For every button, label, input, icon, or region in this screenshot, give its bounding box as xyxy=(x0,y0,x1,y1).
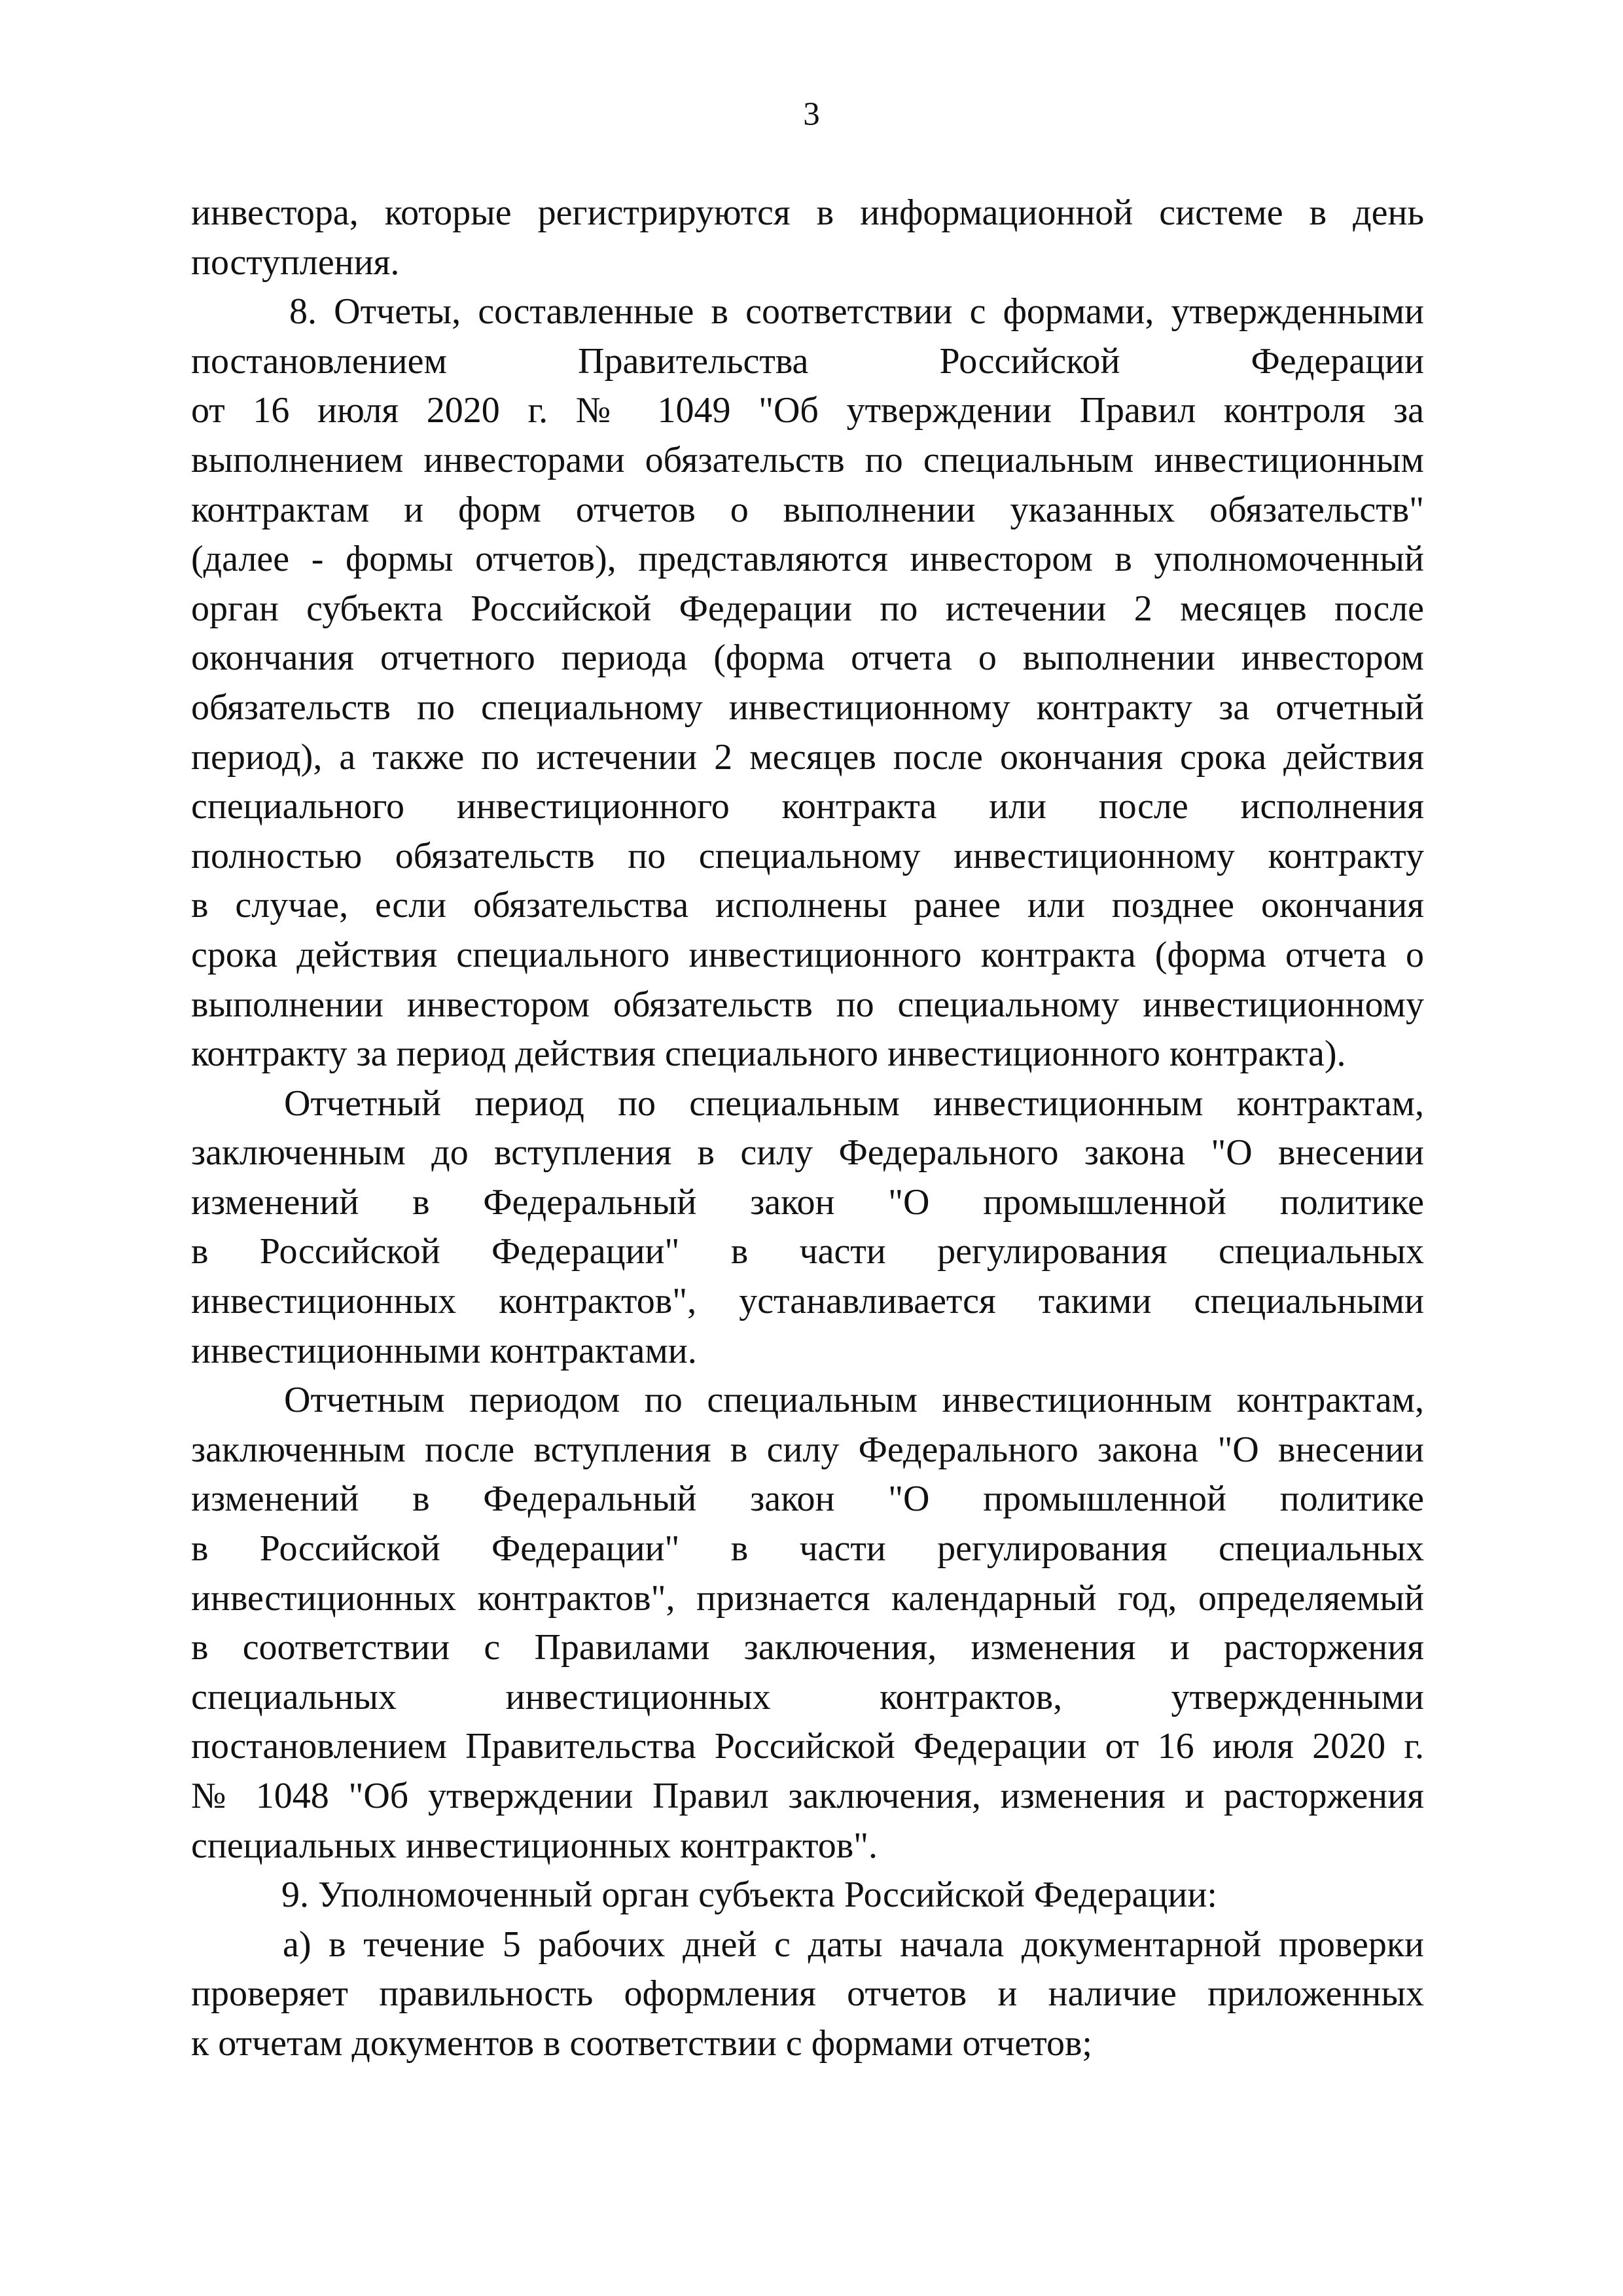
subparagraph-a-start: а) в течение 5 рабочих дней с даты начала документарной проверки xyxy=(283,1924,1424,1965)
text-line: обязательств по специальному инвестиционному контракту за отчетный xyxy=(191,687,1424,728)
text-line: проверяет правильность оформления отчетов и наличие приложенных xyxy=(191,1973,1424,2015)
text-line: в Российской Федерации" в части регулирования специальных xyxy=(191,1528,1424,1570)
text-line: (далее - формы отчетов), представляются инвестором в уполномоченный xyxy=(191,539,1424,580)
text-line: период), а также по истечении 2 месяцев после окончания срока действия xyxy=(191,736,1424,778)
text-line: инвестиционных контрактов", устанавливается такими специальными xyxy=(191,1281,1424,1322)
text-line: поступления. xyxy=(191,242,400,283)
text-line: постановлением Правительства Российской Федерации xyxy=(191,340,1424,382)
text-line: постановлением Правительства Российской Федерации от 16 июля 2020 г. xyxy=(191,1726,1424,1767)
paragraph-8-start: 8. Отчеты, составленные в соответствии с формами, утвержденными xyxy=(289,291,1424,332)
text-line: от 16 июля 2020 г. № 1049 "Об утверждении Правил контроля за xyxy=(191,390,1424,431)
text-line: заключенным до вступления в силу Федерального закона "О внесении xyxy=(191,1132,1424,1174)
text-line: выполнении инвестором обязательств по специальному инвестиционному xyxy=(191,984,1424,1025)
text-line: в соответствии с Правилами заключения, изменения и расторжения xyxy=(191,1627,1424,1668)
paragraph-9-heading: 9. Уполномоченный орган субъекта Российской Федерации: xyxy=(281,1874,1217,1916)
text-line: контрактам и форм отчетов о выполнении указанных обязательств" xyxy=(191,489,1424,530)
text-line: специального инвестиционного контракта или после исполнения xyxy=(191,786,1424,827)
text-line: контракту за период действия специального инвестиционного контракта). xyxy=(191,1033,1346,1075)
text-line: орган субъекта Российской Федерации по истечении 2 месяцев после xyxy=(191,588,1424,629)
text-line: изменений в Федеральный закон "О промышленной политике xyxy=(191,1181,1424,1223)
text-line: срока действия специального инвестиционного контракта (форма отчета о xyxy=(191,934,1424,975)
text-line: инвестиционных контрактов", признается календарный год, определяемый xyxy=(191,1577,1424,1619)
text-line: в Российской Федерации" в части регулирования специальных xyxy=(191,1231,1424,1272)
text-line: специальных инвестиционных контрактов". xyxy=(191,1825,878,1866)
document-body xyxy=(191,188,1424,2069)
text-line: полностью обязательств по специальному инвестиционному контракту xyxy=(191,835,1424,876)
text-line: инвестора, которые регистрируются в информационной системе в день xyxy=(191,192,1424,233)
text-line: изменений в Федеральный закон "О промышленной политике xyxy=(191,1479,1424,1520)
text-line: выполнением инвесторами обязательств по специальным инвестиционным xyxy=(191,439,1424,480)
reporting-period-paragraph-1-start: Отчетный период по специальным инвестиционным контрактам, xyxy=(284,1083,1424,1124)
text-line: в случае, если обязательства исполнены ранее или позднее окончания xyxy=(191,885,1424,926)
text-line: специальных инвестиционных контрактов, утвержденными xyxy=(191,1676,1424,1717)
reporting-period-paragraph-2-start: Отчетным периодом по специальным инвестиционным контрактам, xyxy=(284,1380,1424,1421)
page-number: 3 xyxy=(803,96,820,133)
text-line: № 1048 "Об утверждении Правил заключения, изменения и расторжения xyxy=(191,1776,1424,1816)
text-line: инвестиционными контрактами. xyxy=(191,1330,697,1371)
text-line: заключенным после вступления в силу Федерального закона "О внесении xyxy=(191,1429,1424,1470)
text-line: к отчетам документов в соответствии с формами отчетов; xyxy=(191,2022,1092,2064)
text-line: окончания отчетного периода (форма отчета о выполнении инвестором xyxy=(191,637,1424,679)
